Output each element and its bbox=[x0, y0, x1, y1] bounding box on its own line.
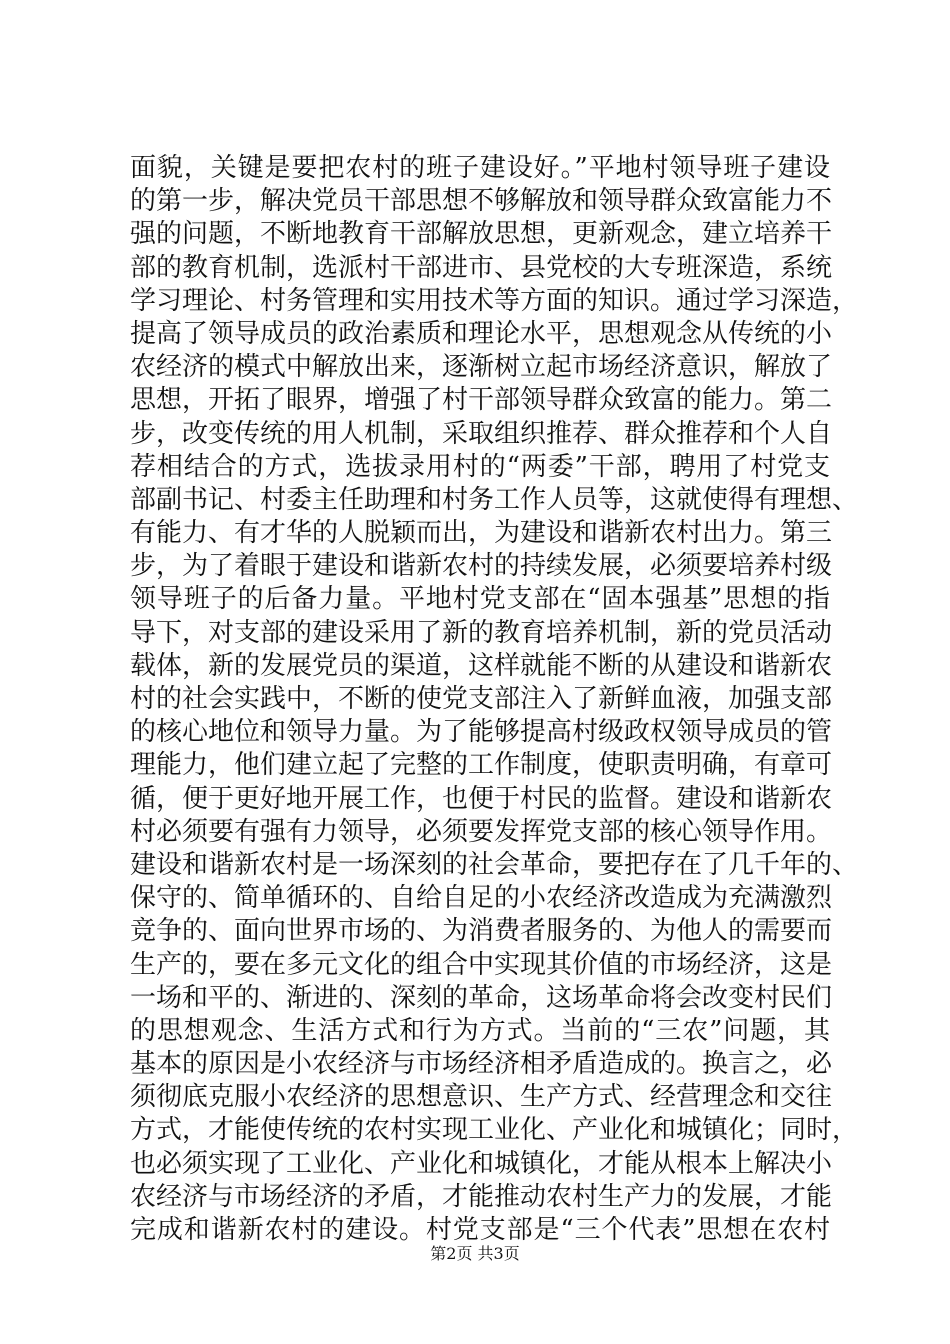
text-line: 也必须实现了工业化、产业化和城镇化，才能从根本上解决小 bbox=[130, 1148, 833, 1179]
page-number-label: 第2页 共3页 bbox=[430, 1244, 520, 1263]
text-line: 方式，才能使传统的农村实现工业化、产业化和城镇化；同时， bbox=[130, 1115, 859, 1146]
text-line: 面貌，关键是要把农村的班子建设好。”平地村领导班子建设 bbox=[130, 153, 830, 183]
text-line: 的第一步，解决党员干部思想不够解放和领导群众致富能力不 bbox=[130, 186, 833, 217]
text-line: 村必须要有强有力领导，必须要发挥党支部的核心领导作用。 bbox=[130, 816, 833, 847]
text-line: 的思想观念、生活方式和行为方式。当前的“三农”问题，其 bbox=[130, 1015, 830, 1046]
text-line: 学习理论、村务管理和实用技术等方面的知识。通过学习深造， bbox=[130, 285, 859, 316]
text-line: 生产的，要在多元文化的组合中实现其价值的市场经济，这是 bbox=[130, 949, 833, 980]
text-line: 部副书记、村委主任助理和村务工作人员等，这就使得有理想、 bbox=[130, 484, 859, 515]
text-line: 步，改变传统的用人机制，采取组织推荐、群众推荐和个人自 bbox=[130, 418, 833, 449]
text-line: 农经济的模式中解放出来，逐渐树立起市场经济意识，解放了 bbox=[130, 352, 833, 383]
text-line: 部的教育机制，选派村干部进市、县党校的大专班深造，系统 bbox=[130, 252, 833, 283]
text-line: 步，为了着眼于建设和谐新农村的持续发展，必须要培养村级 bbox=[130, 551, 833, 582]
text-line: 载体，新的发展党员的渠道，这样就能不断的从建设和谐新农 bbox=[130, 650, 833, 681]
text-line: 完成和谐新农村的建设。村党支部是“三个代表”思想在农村 bbox=[130, 1215, 830, 1245]
text-line: 须彻底克服小农经济的思想意识、生产方式、经营理念和交往 bbox=[130, 1082, 833, 1113]
text-line: 理能力，他们建立起了完整的工作制度，使职责明确，有章可 bbox=[130, 750, 833, 781]
text-line: 领导班子的后备力量。平地村党支部在“固本强基”思想的指 bbox=[130, 584, 830, 615]
text-line: 的核心地位和领导力量。为了能够提高村级政权领导成员的管 bbox=[130, 717, 833, 748]
text-line: 村的社会实践中，不断的使党支部注入了新鲜血液，加强支部 bbox=[130, 684, 833, 714]
text-line: 思想，开拓了眼界，增强了村干部领导群众致富的能力。第二 bbox=[130, 385, 833, 416]
text-line: 农经济与市场经济的矛盾，才能推动农村生产力的发展，才能 bbox=[130, 1181, 833, 1212]
text-line: 竞争的、面向世界市场的、为消费者服务的、为他人的需要而 bbox=[130, 916, 833, 947]
text-line: 循，便于更好地开展工作，也便于村民的监督。建设和谐新农 bbox=[130, 783, 833, 814]
text-line: 一场和平的、渐进的、深刻的革命，这场革命将会改变村民们 bbox=[130, 982, 833, 1013]
text-line: 建设和谐新农村是一场深刻的社会革命，要把存在了几千年的、 bbox=[130, 849, 859, 880]
text-line: 基本的原因是小农经济与市场经济相矛盾造成的。换言之，必 bbox=[130, 1049, 833, 1080]
text-line: 有能力、有才华的人脱颖而出，为建设和谐新农村出力。第三 bbox=[130, 518, 833, 549]
text-line: 荐相结合的方式，选拔录用村的“两委”干部，聘用了村党支 bbox=[130, 451, 830, 482]
text-line: 强的问题，不断地教育干部解放思想，更新观念，建立培养干 bbox=[130, 219, 833, 250]
text-line: 保守的、简单循环的、自给自足的小农经济改造成为充满激烈 bbox=[130, 883, 833, 914]
body-text bbox=[130, 152, 859, 1247]
page-footer bbox=[0, 1244, 950, 1264]
text-line: 导下，对支部的建设采用了新的教育培养机制，新的党员活动 bbox=[130, 617, 833, 648]
text-line: 提高了领导成员的政治素质和理论水平，思想观念从传统的小 bbox=[130, 318, 833, 349]
